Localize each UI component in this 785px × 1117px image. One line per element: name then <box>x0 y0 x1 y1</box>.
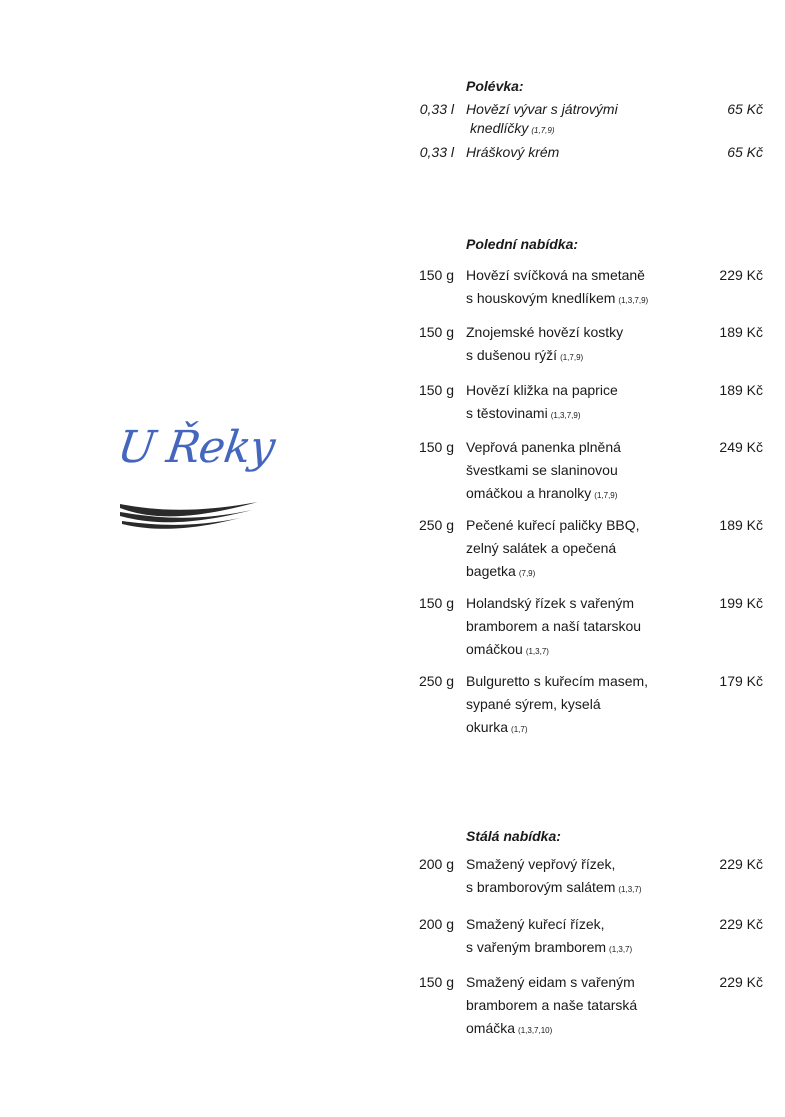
item-name <box>466 971 701 1042</box>
item-line-text: omáčkou a hranolky <box>466 485 592 501</box>
section-title: Polední nabídka: <box>466 236 579 252</box>
item-allergens: (1,7,9) <box>531 126 555 135</box>
item-line: bramborem a naší tatarskou <box>466 618 642 634</box>
item-price: 229 Kč <box>719 916 763 932</box>
item-line <box>466 638 701 663</box>
item-allergens: (1,3,7,10) <box>518 1026 553 1035</box>
wave-icon <box>112 480 262 530</box>
item-allergens: (7,9) <box>518 569 536 578</box>
item-price: 229 Kč <box>719 267 763 283</box>
item-quantity: 150 g <box>418 324 454 340</box>
item-line: švestkami se slaninovou <box>466 462 618 478</box>
item-name <box>466 321 701 369</box>
item-price: 189 Kč <box>719 324 763 340</box>
item-quantity: 150 g <box>418 439 454 455</box>
item-price: 229 Kč <box>719 856 763 872</box>
restaurant-logo <box>112 420 278 530</box>
item-line: Smažený eidam s vařeným <box>466 974 635 990</box>
item-name <box>466 592 701 663</box>
item-quantity: 0,33 l <box>419 101 454 117</box>
item-allergens: (1,3,7,9) <box>618 296 649 305</box>
item-line-text: s těstovinami <box>466 405 548 421</box>
item-quantity: 150 g <box>418 595 454 611</box>
item-name <box>466 436 701 507</box>
item-line: sypané sýrem, kyselá <box>466 696 601 712</box>
item-price: 189 Kč <box>719 517 763 533</box>
item-line: Znojemské hovězí kostky <box>466 324 624 340</box>
item-line <box>466 120 701 139</box>
item-line-text: okurka <box>466 719 509 735</box>
item-price: 65 Kč <box>727 101 763 117</box>
item-line: Smažený vepřový řízek, <box>466 856 616 872</box>
item-line: Bulguretto s kuřecím masem, <box>466 673 649 689</box>
item-price: 179 Kč <box>719 673 763 689</box>
item-line: Hovězí vývar s játrovými <box>466 101 618 117</box>
item-quantity: 150 g <box>418 974 454 990</box>
item-price: 199 Kč <box>719 595 763 611</box>
item-allergens: (1,3,7,9) <box>550 411 581 420</box>
item-line-text: s dušenou rýží <box>466 347 558 363</box>
item-line: Pečené kuřecí paličky BBQ, <box>466 517 640 533</box>
item-line: bramborem a naše tatarská <box>466 997 638 1013</box>
item-line <box>466 716 701 741</box>
item-allergens: (1,3,7) <box>525 647 549 656</box>
item-price: 229 Kč <box>719 974 763 990</box>
item-name <box>466 379 701 427</box>
item-price: 65 Kč <box>727 144 763 160</box>
item-line <box>466 560 701 585</box>
item-quantity: 200 g <box>418 916 454 932</box>
item-name <box>466 514 701 585</box>
item-line <box>466 287 701 312</box>
item-line-text: omáčka <box>466 1020 516 1036</box>
item-line <box>466 344 701 369</box>
item-line <box>466 1017 701 1042</box>
item-line: Hráškový krém <box>466 144 560 160</box>
item-price: 249 Kč <box>719 439 763 455</box>
item-line-text: s bramborovým salátem <box>466 879 616 895</box>
item-line-text: bagetka <box>466 563 516 579</box>
item-allergens: (1,3,7) <box>618 885 642 894</box>
item-line: zelný salátek a opečená <box>466 540 617 556</box>
item-line: Hovězí svíčková na smetaně <box>466 267 645 283</box>
item-line <box>466 402 701 427</box>
item-line: Smažený kuřecí řízek, <box>466 916 605 932</box>
logo-wave <box>120 502 258 516</box>
item-allergens: (1,7) <box>511 725 528 734</box>
item-line <box>466 482 701 507</box>
item-line-text: omáčkou <box>466 641 523 657</box>
item-line <box>466 876 701 901</box>
item-quantity: 0,33 l <box>419 144 454 160</box>
item-line-text: s houskovým knedlíkem <box>466 290 616 306</box>
item-quantity: 150 g <box>418 267 454 283</box>
item-quantity: 250 g <box>418 673 454 689</box>
item-line: Hovězí kližka na paprice <box>466 382 618 398</box>
item-price: 189 Kč <box>719 382 763 398</box>
item-name <box>466 853 701 901</box>
item-allergens: (1,3,7) <box>609 945 633 954</box>
item-line-text: s vařeným bramborem <box>466 939 607 955</box>
item-name <box>466 264 701 312</box>
item-line-text: knedlíčky <box>470 120 529 136</box>
section-title: Stálá nabídka: <box>466 828 561 844</box>
item-line: Vepřová panenka plněná <box>466 439 621 455</box>
item-name <box>466 141 701 163</box>
item-quantity: 200 g <box>418 856 454 872</box>
logo-text: U Řeky <box>114 422 278 473</box>
item-line: Holandský řízek s vařeným <box>466 595 635 611</box>
item-name <box>466 98 701 139</box>
item-name <box>466 670 701 741</box>
section-title: Polévka: <box>466 78 524 94</box>
item-allergens: (1,7,9) <box>594 491 618 500</box>
item-line <box>466 936 701 961</box>
item-name <box>466 913 701 961</box>
item-quantity: 150 g <box>418 382 454 398</box>
item-quantity: 250 g <box>418 517 454 533</box>
item-allergens: (1,7,9) <box>560 353 584 362</box>
